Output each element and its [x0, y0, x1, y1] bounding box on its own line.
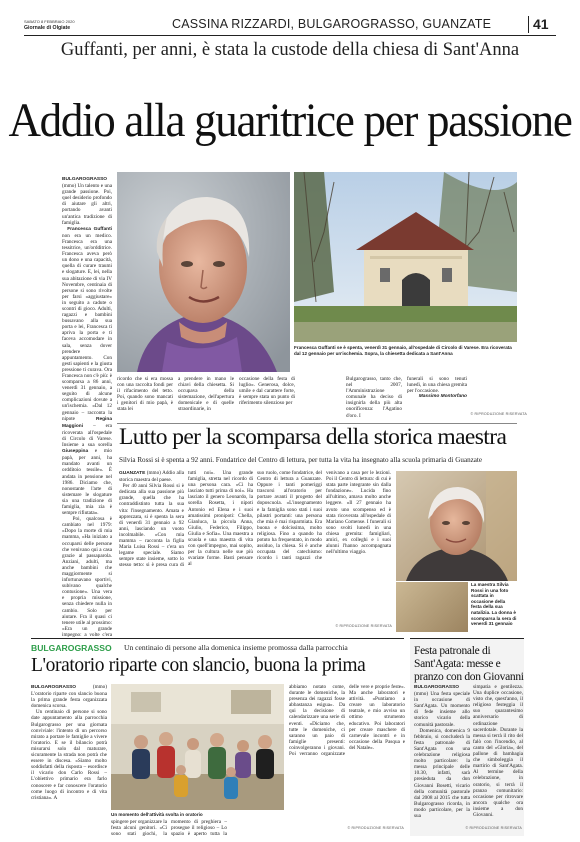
story2-initials: (mmo): [146, 470, 161, 476]
story1-col6: [407, 376, 467, 422]
story1-author: Massimo Montorfano: [418, 394, 467, 400]
story2-deck: Silvia Rossi si è spenta a 92 anni. Fondatrice del Centro di lettura, per tutta la vita ha insegnato alla scuola primaria di Guanzate: [119, 456, 483, 464]
story1-dateline: BULGAROGRASSO: [62, 177, 108, 182]
story4-headline: Festa patronale di Sant'Agata: messe e pranzo con don Giovanni: [414, 645, 524, 683]
story1-col2: ricordo che si era mossa con una raccolta fondi per il rifacimento del tetto. Poi, quando sono mancati i genitori di mio papà, è stata lei: [117, 376, 173, 413]
story3-col3: momento di preghiera – prosegue il religioso – Lo spazio è aperto tutta la: [171, 819, 227, 837]
story1-p2: non era un medico. Francesca era una tessitrice, un'ordditrice. Francesca aveva però un dono e una capacità, quella di curare traumi e slogature. E, lei, nella sua abitazione di via IV Novembre, centinaia di persone si sono rivolte per farsi «aggiustare» in seguito a cadute o scontri di gioco. Adulti, ragazzi e bambini bussavano alla sua porta e lei, Francesca ti apriva la porta e ti faceva accomodare in sala, senza dover prendere appuntamento. Con gesti sapienti e la giusta pressione ti curava. Ora Francesca non c'è più: è scomparsa a 86 anni, venerdì 31 gennaio, a seguito di alcune complicazioni dovute a un'ischemia. «Dal 12 gennaio – racconta la nipote: [62, 232, 112, 422]
masthead-date: SABATO 8 FEBBRAIO 2020: [24, 19, 75, 24]
story1-name2: Regina Maggioni: [62, 416, 112, 429]
story4-repro: © RIPRODUZIONE RISERVATA: [465, 826, 522, 830]
santanna-church-photo: [294, 172, 517, 342]
story3-caption: Un momento dell'attività svolta in oratorio: [111, 812, 203, 817]
story3-headline: L'oratorio riparte con slancio, buona la prima: [31, 655, 366, 676]
story2-col1: [119, 470, 253, 630]
story4-dateline: BULGAROGRASSO: [414, 685, 460, 690]
story3-section: BULGAROGRASSO: [31, 643, 112, 653]
story1-p4: e mio papà, per anni, ha mandato avanti un ordditoio tessile». È andata in pensione nel 1986. Diciamo che, nonostante l'arte di sistemare le slogature sia una tradizione di famiglia, mia zia è sempre rifiutata».: [62, 448, 112, 517]
story1-name: Francesca Guffanti: [67, 226, 112, 232]
story2-repro: © RIPRODUZIONE RISERVATA: [335, 624, 392, 628]
story2-p2: Per 40 anni Silvia Rossi si è dedicata alla sua passione più grande, quella che ha contraddistinto tutta la sua vita: l'insegnamento. Amata e apprezzata, si è spenta la sera di venerdì 31 gennaio a 92 anni, lasciando un vuoto incolmabile. «Con mia mamma – racconta la figlia Maria Luisa Rossi – c'era un legame speciale. Siamo sempre state insieme, sotto lo stesso tetto: si è presa cura di tutti noi». Una grande famiglia, stretta nel ricordo di una persona cara. «Ci ha lasciato tutti prima di noi». Ha lasciato il genero Leonardo, la sorella Rosetta, i nipoti Antonio ed Elena e i suoi amatissimi pronipoti: Chella, Gianluca, la piccola Anna, Giulio, Federico, Filippo, Giulia e Sofia». Una maestra a scuola e una maestra di vita con quell'impegno, mai sopito, per la cultura nelle sue più svariate forme. Basti pensare al: [119, 470, 253, 569]
story4-p1: Una festa speciale in occasione di Sant'Agata. Un momento di fede insieme allo storico vicario della comunità pastorale.: [414, 691, 470, 728]
story1-initials: (mmo): [62, 183, 77, 190]
story4-col2: simpatia e gentilezza. Una duplice occasione, visto che, quest'anno, il religioso festeggia il suo quarantesimo anniversario di ordinazione sacerdotale. Durante la messa si terrà il rito del falò con l'incendio, al canto del «Gloria», del pallone di bambagia che simboleggia il martirio di Sant'Agata. Al termine della celebrazione, in oratorio, si terrà il pranzo comunitario: occasione per ritrovare ancora qualche ora insieme a don Giovanni.: [473, 684, 523, 818]
story2-p1: Addio alla storica maestra del paese.: [119, 470, 184, 484]
story2-headline: Lutto per la scomparsa della storica maestra: [119, 424, 507, 450]
story1-p5: Poi, qualcosa è cambiato nel 1979: «Dopo la morte di mia mamma, «Ha iniziato a occuparsi delle persone che venivano qui a casa grazie al passaparola. Anziani, adulti, ma anche bambini che maggiormente si infortunavano sportivi, subivano qualche contusione». Una vera e propria missione, senza chiedere nulla in cambio. Solo per aiutare. Fra il quasi ci tenere utile al prossimo: «Era un grande impegno: a volte c'era: [62, 516, 112, 638]
rossi-photo-lower: [396, 582, 468, 632]
guffanti-portrait-photo: [117, 172, 290, 372]
story3-dateline: BULGAROGRASSO: [31, 685, 77, 690]
story1-col6-text: funerali si sono tenuti lunedì, in una chiesa gremita per l'occasione.: [407, 376, 467, 395]
story3-p1: L'oratorio riparte con slancio buona la prima grande festa organizzata domenica scorsa.: [31, 691, 107, 710]
story2-caption: La maestra Silvia Rossi in una foto scattata in occasione della festa della sua natalizia. La donna è scomparsa la sera di venerdì 31 gennaio: [471, 582, 517, 627]
page-number: 41: [533, 16, 549, 32]
story3-p2: Un centinaio di persone si sono date appuntamento alla parrocchia Bulgarograsso per una giornata conviviale: l'intento di un percorso mirato a portare le famiglie a vivere l'oratorio. E se il bilancio potrà misurarsi solo dal maturare, sicuramente la strada non potrà che essere in discesa. «Siamo molto soddisfatti della risposta – esordisce il vicario don Carlo Rossi – L'obiettivo primario era farlo conoscere e far conoscere l'oratorio come luogo di incontro e di vita cristiana». A: [31, 709, 107, 801]
story3-col4: abbiamo notato come, durante le domeniche, la presenza dei ragazzi fosse abbastanza esigua». Da qui la decisione di calendarizzare una serie di eventi. «Diciamo che, tutte le domeniche, ci saranno un paio di famiglie presenti: coinvolgeranno i giovani. Poi verranno organizzate delle vere e proprie feste». Ma anche laboratori e attività. «Puntiamo a creare un laboratorio teatrale, e mio avviso un ottimo strumento educativo. Poi laboratori per creare maschere di carnevale incontri e in occasione della Pasqua e del Natale».: [289, 684, 405, 758]
rossi-portrait-photo: [396, 471, 517, 581]
story2-col2: suo ruolo, come fondatrice, del Centro di lettura a Guanzate. Oppure i tanti pomeriggi trascorsi all'oratorio per portare avanti il progetto del doposcuola. «L'insegnamento e la famiglia sono stati i suoi pilastri portanti: una persona che mia è mai risparmiata. Era buona e dolcissima, molto religiosa. Fino a quando ha potuto ha frequentato, in modo assiduo, la chiesa. Si è anche occupata del catechismo: ricordo i tanti ragazzi che venivano a casa per le lezioni. Poi il Centro di lettura: di cui è stata parte integrante sin dalla fondazione». Lucida fino all'ultimo, amava molto anche leggere. «Il 27 gennaio ha avuto uno scompenso ed è stata ricoverata all'ospedale di Mariano Comense. I funerali si sono svolti lunedì in una chiesa gremita: famigliari, amici, ex colleghi e i suoi alunni l'hanno accompagnata nell'ultimo viaggio.: [257, 470, 391, 562]
story3-col2: spingere per organizzare la festa alcuni genitori. «Ci sono stati giochi, la: [111, 819, 167, 837]
story3-initials: (mmo): [92, 684, 107, 690]
story1-p3: – era ricoverata all'ospedale di Circolo di Varese. Insieme a sua sorella: [62, 422, 112, 449]
story4-col1: [414, 684, 470, 829]
masthead-paper: Giornale di Olgiate: [24, 25, 71, 31]
story2-dateline: GUANZATE: [119, 471, 146, 476]
story1-kicker: Guffanti, per anni, è stata la custode della chiesa di Sant'Anna: [60, 40, 520, 60]
story1-col3: a prendere in mano le chiavi della chiesetta. Si occupava della sistemazione, dell'apertura domenicale e di quelle straordinarie, in: [178, 376, 234, 413]
story4-p2: Domenica, domenica 9 febbraio, si concluderà la festa patronale di Sant'Agata con una celebrazione religiosa molto particolare: la messa principale delle 10.30, infatti, sarà presieduta da don Giovanni Bosetti, vicario della comunità pastorale dal 2008 al 2015 che tutta Bulgarograsso ricorda, in modo particolare, per la sua: [414, 727, 470, 819]
section-title: CASSINA RIZZARDI, BULGAROGRASSO, GUANZATE: [172, 17, 492, 31]
story1-headline: Addio alla guaritrice per passione: [8, 93, 572, 147]
story3-repro: © RIPRODUZIONE RISERVATA: [347, 826, 404, 830]
story4-initials: (mmo): [414, 691, 429, 698]
story3-col1: [31, 684, 107, 834]
story1-col1: [62, 176, 112, 638]
story1-col5: Bulgarograsso, tanto che, nel 2007, l'Amministrazione comunale ha deciso di insignirla della più alta onorificenza: l'Agatino d'oro. I: [346, 376, 402, 419]
story3-kicker: Un centinaio di persone alla domenica insieme promossa dalla parrocchia: [124, 643, 348, 652]
story1-repro: © RIPRODUZIONE RISERVATA: [470, 412, 527, 416]
masthead-rule: [24, 35, 556, 36]
story1-col4: occasione della festa di luglio». Generosa, dolce, umile e dal carattere forte, è sempre stata un punto di riferimento silenzioso per: [239, 376, 295, 407]
oratorio-photo: [111, 684, 284, 810]
story1-caption: Francesca Guffanti se è spenta, venerdì 31 gennaio, all'ospedale di Circolo di Varese. Era ricoverata dal 12 gennaio per un'ischemia. Sopra, la chiesetta dedicata a Sant'Anna: [294, 345, 512, 356]
story1-p1: Un talento e una grande passione. Poi, quel desiderio profondo di aiutare gli altri, portando avanti un'antica tradizione di famiglia.: [62, 183, 112, 226]
story1-name3: Giuseppina: [62, 449, 89, 455]
story3-top-rule: [31, 638, 404, 639]
page-divider: [528, 16, 529, 33]
